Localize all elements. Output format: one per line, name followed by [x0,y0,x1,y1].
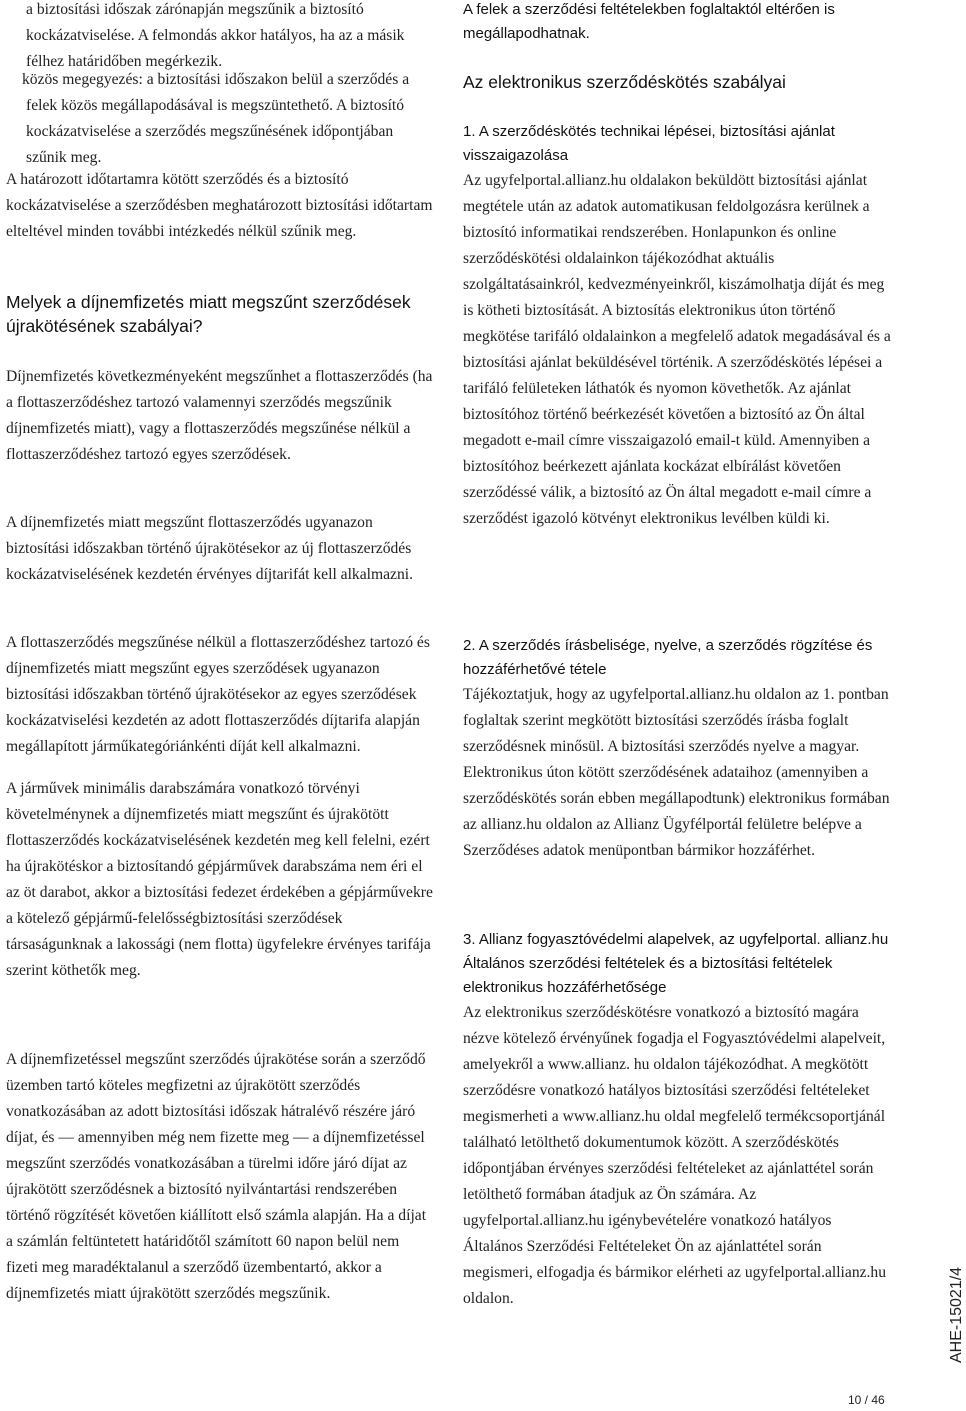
bullet-mutual-agreement: közös megegyezés: a biztosítási időszakon belül a szerződés a felek közös megállapodásával is megszüntethető. A biztosító kockázatviselése a szerződés megszűnésének időpontjában szűnik meg. [6,67,434,171]
paragraph-minimum-vehicles: A járművek minimális darabszámára vonatkozó törvényi követelménynek a díjnemfizetés miatt megszűnt és újrakötött flottaszerződés kockázatviselésének kezdetén meg kell felelni, ezért ha újrakötéskor a biztosítandó gépjárművek darabszáma nem éri el az öt darabot, akkor a biztosítási fedezet érdekében a gépjárművekre a kötelező gépjármű-felelősségbiztosítási szerződések társaságunknak a lakossági (nem flotta) ügyfelekre érvényes tarifája szerint köthetők meg. [6,780,433,979]
heading-electronic-contract: Az elektronikus szerződéskötés szabályai [463,72,786,92]
paragraph-fleet-termination: Díjnemfizetés következményeként megszűnhet a flottaszerződés (ha a flottaszerződéshez tartozó valamennyi szerződés megszűnik díjnemfizetés miatt), vagy a flottaszerződés megszűnése nélkül a flottaszerződéshez tartozó egyes szerződések. [6,368,433,463]
page-number: 10 / 46 [848,1393,885,1407]
paragraph-fixed-term: A határozott időtartamra kötött szerződés és a biztosító kockázatviselése a szerződésben meghatározott biztosítási időtartam elteltével minden további intézkedés nélkül szűnik meg. [6,171,433,240]
paragraph-agreement-intro: A felek a szerződési feltételekben foglaltaktól eltérően is megállapodhatnak. [463,1,835,42]
paragraph-termination-end: a biztosítási időszak zárónapján megszűnik a biztosító kockázatviselése. A felmondás akkor hatályos, ha az a másik félhez határidőben megérkezik. [26,1,405,70]
section-1-title: 1. A szerződéskötés technikai lépései, biztosítási ajánlat visszaigazolása [463,123,835,164]
bullet-mark [6,67,22,93]
section-2-title: 2. A szerződés írásbelisége, nyelve, a szerződés rögzítése és hozzáférhetővé tétele [463,637,873,678]
section-1-body: Az ugyfelportal.allianz.hu oldalakon beküldött biztosítási ajánlat megtétele után az adatok automatikusan feldolgozásra kerülnek a biztosító informatikai rendszerében. Honlapunkon és online szerződéskötési oldalainkon tájékozódhat aktuális szolgáltatásainkról, kedvezményeinkről, kiszámolhatja díját és meg is kötheti biztosítását. A biztosítás elektronikus úton történő megkötése tarifáló oldalainkon a megfelelő adatok megadásával és a biztosítási ajánlat beküldésével történik. A szerződéskötés lépései a tarifáló felületeken láthatók és nyomon követhetők. Az ajánlat biztosítóhoz történő beérkezését követően a biztosító az Ön által megadott e-mail címre visszaigazoló email-t küld. Amennyiben a biztosítóhoz beérkezett ajánlata kockázat elbírálást követően szerződéssé válik, a biztosító az Ön által megadott e-mail címre a szerződést igazoló kötvényt elektronikus levélben küldi ki. [463,172,891,527]
section-3-body: Az elektronikus szerződéskötésre vonatkozó a biztosító magára nézve kötelező érvényűnek fogadja el Fogyasztóvédelmi alapelveit, amelyekről a www.allianz. hu oldalon tájékozódhat. A megkötött szerződésre vonatkozó hatályos biztosítási szerződési feltételeket megismerheti a www.allianz.hu oldal megfelelő termékcsoportjánál található letölthető dokumentumok között. A szerződéskötés időpontjában érvényes szerződési feltételeket az ajánlattétel során letölthető formában átadjuk az Ön számára. Az ugyfelportal.allianz.hu igénybevételére vonatkozó hatályos Általános Szerződési Feltételeket Ön az ajánlattétel során megismeri, elfogadja és bármikor elérheti az ugyfelportal.allianz.hu oldalon. [463,1004,887,1307]
document-code: AHE-15021/4 [948,1266,965,1363]
paragraph-fleet-renewal: A díjnemfizetés miatt megszűnt flottaszerződés ugyanazon biztosítási időszakban történő újrakötésekor az új flottaszerződés kockázatviselésének kezdetén érvényes díjtarifát kell alkalmazni. [6,514,413,583]
heading-renewal-rules: Melyek a díjnemfizetés miatt megszűnt szerződések újrakötésének szabályai? [6,292,411,336]
paragraph-individual-renewal: A flottaszerződés megszűnése nélkül a flottaszerződéshez tartozó és díjnemfizetés miatt megszűnt egyes szerződések ugyanazon biztosítási időszakban történő újrakötésekor az egyes szerződések kockázatviselési kezdetén az adott flottaszerződés díjtarifa alapján megállapított járműkategóriánkénti díját kell alkalmazni. [6,634,430,755]
paragraph-renewal-payment: A díjnemfizetéssel megszűnt szerződés újrakötése során a szerződő üzemben tartó köteles megfizetni az újrakötött szerződés vonatkozásában az adott biztosítási időszak hátralévő részére járó díjat, és — amennyiben még nem fizette meg — a díjnemfizetéssel megszűnt szerződés vonatkozásában a türelmi időre járó díjat az újrakötött szerződésnek a biztosító nyilvántartási rendszerében történő rögzítését követően kiállított első számla alapján. Ha a díjat a számlán feltüntetett határidőtől számított 60 napon belül nem fizeti meg maradéktalanul a szerződő üzembentartó, akkor a díjnemfizetés miatt újrakötött szerződés megszűnik. [6,1051,427,1302]
section-2-body: Tájékoztatjuk, hogy az ugyfelportal.allianz.hu oldalon az 1. pontban foglaltak szerint megkötött biztosítási szerződés írásba foglalt szerződésnek minősül. A biztosítási szerződés nyelve a magyar. Elektronikus úton kötött szerződésének adataihoz (amennyiben a szerződéskötés során ebben megállapodtunk) elektronikus formában az allianz.hu oldalon az Allianz Ügyfélportál felületre belépve a Szerződéses adatok menüpontban bármikor hozzáférhet. [463,686,890,859]
section-3-title: 3. Allianz fogyasztóvédelmi alapelvek, az ugyfelportal. allianz.hu Általános szerződési feltételek és a biztosítási feltételek elektronikus hozzáférhetősége [463,931,889,996]
